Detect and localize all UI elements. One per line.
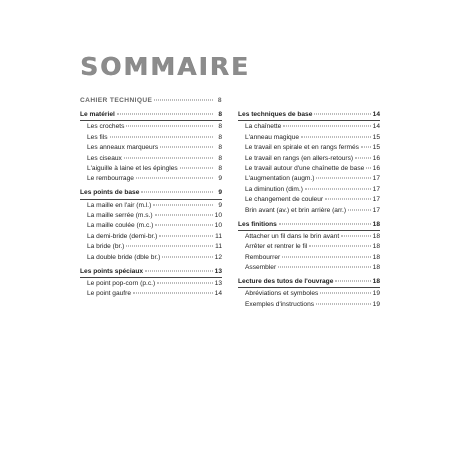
leader-dots bbox=[162, 256, 212, 257]
toc-entry-label: La chaînette bbox=[245, 123, 282, 131]
section-rule bbox=[238, 287, 380, 288]
toc-entry-label: Les ciseaux bbox=[87, 154, 122, 162]
toc-entry[interactable] bbox=[238, 164, 380, 174]
toc-entry-page: 8 bbox=[218, 123, 222, 131]
toc-entry[interactable] bbox=[80, 211, 222, 221]
toc-entry-page: 10 bbox=[214, 212, 222, 220]
toc-section bbox=[80, 110, 222, 185]
toc-entry-label: Les fils bbox=[87, 133, 108, 141]
toc-entry[interactable] bbox=[80, 201, 222, 211]
toc-entry[interactable] bbox=[238, 263, 380, 273]
toc-entry-page: 11 bbox=[215, 232, 222, 240]
leader-dots bbox=[159, 235, 213, 236]
toc-entry[interactable] bbox=[238, 289, 380, 299]
toc-entry-label: La double bride (dble br.) bbox=[87, 253, 161, 261]
toc-entry-label: La diminution (dim.) bbox=[245, 185, 303, 193]
toc-right-sections bbox=[238, 110, 380, 310]
toc-entry-label: La bride (br.) bbox=[87, 243, 125, 251]
toc-right-column bbox=[238, 96, 380, 310]
toc-entry-label: Attacher un fil dans le brin avant bbox=[245, 232, 340, 240]
toc-section bbox=[80, 185, 222, 263]
toc-entry-page: 19 bbox=[372, 290, 380, 298]
toc-entry-label: L'augmentation (augm.) bbox=[245, 175, 315, 183]
toc-entry-page: 12 bbox=[214, 253, 222, 261]
toc-cahier-page: 8 bbox=[217, 97, 222, 104]
toc-entry-page: 18 bbox=[372, 264, 380, 272]
leader-dots bbox=[180, 167, 213, 168]
toc-entry-label: Les anneaux marqueurs bbox=[87, 144, 159, 152]
leader-dots bbox=[283, 126, 370, 127]
leader-dots bbox=[155, 215, 213, 216]
toc-entry[interactable] bbox=[80, 242, 222, 252]
toc-entry-page: 16 bbox=[372, 154, 380, 162]
toc-entry-label: L'aiguille à laine et les épingles bbox=[87, 164, 178, 172]
toc-entry[interactable] bbox=[80, 164, 222, 174]
leader-dots bbox=[355, 157, 371, 158]
toc-section-heading[interactable] bbox=[80, 267, 222, 277]
toc-entry-page: 19 bbox=[372, 300, 380, 308]
toc-entry-page: 18 bbox=[372, 243, 380, 251]
leader-dots bbox=[316, 178, 370, 179]
toc-entry[interactable] bbox=[238, 232, 380, 242]
toc-entry-page: 14 bbox=[372, 123, 380, 131]
toc-entry[interactable] bbox=[80, 253, 222, 263]
section-rule bbox=[80, 120, 222, 121]
toc-entry[interactable] bbox=[238, 174, 380, 184]
leader-dots bbox=[325, 199, 371, 200]
toc-section-heading[interactable] bbox=[80, 188, 222, 198]
toc-section-heading-page: 18 bbox=[372, 220, 380, 228]
leader-dots bbox=[341, 235, 370, 236]
section-rule bbox=[238, 230, 380, 231]
leader-dots bbox=[366, 167, 370, 168]
toc-section-heading[interactable] bbox=[238, 277, 380, 287]
leader-dots bbox=[126, 126, 213, 127]
toc-section-heading-page: 8 bbox=[218, 110, 222, 118]
toc-entry-label: La maille coulée (m.c.) bbox=[87, 222, 154, 230]
toc-section-heading-label: Les techniques de base bbox=[238, 111, 313, 118]
toc-entry[interactable] bbox=[238, 154, 380, 164]
leader-dots bbox=[153, 204, 213, 205]
leader-dots bbox=[316, 303, 371, 304]
toc-entry-label: La maille en l'air (m.l.) bbox=[87, 201, 152, 209]
toc-section-heading-label: Lecture des tutos de l'ouvrage bbox=[238, 278, 334, 286]
section-rule bbox=[80, 277, 222, 278]
toc-entry[interactable] bbox=[80, 279, 222, 289]
leader-dots bbox=[361, 147, 371, 148]
toc-section bbox=[238, 273, 380, 310]
toc-entry-label: La demi-bride (demi-br.) bbox=[87, 232, 158, 240]
leader-dots bbox=[145, 270, 213, 271]
leader-dots bbox=[314, 114, 370, 115]
toc-section bbox=[238, 216, 380, 274]
leader-dots bbox=[160, 147, 213, 148]
toc-section-heading-page: 18 bbox=[372, 278, 380, 286]
leader-dots bbox=[335, 281, 370, 282]
toc-entry-page: 9 bbox=[218, 201, 222, 209]
toc-entry-page: 13 bbox=[214, 280, 222, 288]
toc-entry-page: 17 bbox=[372, 175, 380, 183]
toc-section-heading-page: 14 bbox=[372, 111, 380, 118]
toc-entry[interactable] bbox=[238, 143, 380, 153]
leader-dots bbox=[278, 267, 371, 268]
toc-entry[interactable] bbox=[238, 253, 380, 263]
leader-dots bbox=[155, 225, 212, 226]
toc-entry-label: Arrêter et rentrer le fil bbox=[245, 243, 308, 251]
leader-dots bbox=[157, 283, 212, 284]
toc-entry-label: Rembourrer bbox=[245, 253, 281, 261]
leader-dots bbox=[154, 100, 213, 101]
toc-cahier-label: CAHIER TECHNIQUE bbox=[80, 97, 153, 104]
leader-dots bbox=[279, 223, 371, 224]
toc-entry-page: 9 bbox=[218, 175, 222, 183]
toc-section bbox=[80, 263, 222, 300]
toc-entry-page: 15 bbox=[372, 144, 380, 152]
toc-entry[interactable] bbox=[80, 232, 222, 242]
leader-dots bbox=[348, 209, 371, 210]
toc-entry-page: 18 bbox=[372, 232, 380, 240]
leader-dots bbox=[124, 157, 213, 158]
toc-entry[interactable] bbox=[80, 174, 222, 184]
toc-entry-page: 10 bbox=[214, 222, 222, 230]
toc-left-sections bbox=[80, 110, 222, 300]
toc-entry-label: La maille serrée (m.s.) bbox=[87, 212, 153, 220]
toc-section-heading-label: Les finitions bbox=[238, 220, 277, 228]
toc-section-heading-label: Les points spéciaux bbox=[80, 267, 144, 275]
toc-entry-page: 17 bbox=[372, 185, 380, 193]
leader-dots bbox=[141, 192, 213, 193]
toc-entry-label: Le rembourrage bbox=[87, 175, 134, 183]
toc-entry[interactable] bbox=[80, 133, 222, 143]
toc-entry-page: 15 bbox=[372, 133, 380, 141]
toc-entry[interactable] bbox=[238, 122, 380, 132]
section-rule bbox=[80, 199, 222, 200]
toc-section-heading-label: Le matériel bbox=[80, 110, 115, 118]
toc-entry[interactable] bbox=[80, 122, 222, 132]
toc-entry-page: 14 bbox=[214, 290, 222, 298]
leader-dots bbox=[282, 256, 370, 257]
toc-entry[interactable] bbox=[238, 206, 380, 216]
toc-entry-label: Brin avant (av.) et brin arrière (arr.) bbox=[245, 206, 347, 214]
leader-dots bbox=[136, 178, 213, 179]
leader-dots bbox=[305, 188, 371, 189]
toc-entry-label: Les crochets bbox=[87, 123, 125, 131]
leader-dots bbox=[320, 293, 370, 294]
toc-entry[interactable] bbox=[80, 221, 222, 231]
toc-entry-label: Abréviations et symboles bbox=[245, 290, 319, 298]
toc-entry-label: Le travail en spirale et en rangs fermés bbox=[245, 144, 359, 152]
toc-entry-page: 16 bbox=[372, 164, 380, 172]
toc-entry-label: Le travail autour d'une chaînette de base bbox=[245, 164, 365, 172]
toc-cahier-row[interactable] bbox=[80, 96, 222, 106]
leader-dots bbox=[301, 136, 371, 137]
toc-entry[interactable] bbox=[238, 133, 380, 143]
toc-entry-page: 8 bbox=[218, 133, 222, 141]
toc-entry-label: Le point gaufre bbox=[87, 290, 131, 298]
toc-section-heading[interactable] bbox=[238, 220, 380, 230]
section-rule bbox=[238, 120, 380, 121]
toc-entry-label: Le travail en rangs (en allers-retours) bbox=[245, 154, 354, 162]
toc-entry-page: 8 bbox=[218, 164, 222, 172]
toc-entry-page: 17 bbox=[372, 206, 380, 214]
toc-section-heading-page: 13 bbox=[214, 267, 222, 275]
toc-entry-page: 11 bbox=[215, 243, 222, 251]
toc-section-heading[interactable] bbox=[238, 110, 380, 120]
toc-entry-page: 8 bbox=[218, 144, 222, 152]
leader-dots bbox=[117, 113, 213, 114]
leader-dots bbox=[126, 246, 213, 247]
toc-entry[interactable] bbox=[80, 154, 222, 164]
toc-section bbox=[238, 110, 380, 216]
toc-entry[interactable] bbox=[238, 242, 380, 252]
toc-entry-page: 8 bbox=[218, 154, 222, 162]
toc-entry[interactable] bbox=[238, 195, 380, 205]
leader-dots bbox=[309, 246, 370, 247]
toc-entry-page: 17 bbox=[372, 196, 380, 204]
toc-entry[interactable] bbox=[238, 185, 380, 195]
toc-entry[interactable] bbox=[80, 289, 222, 299]
toc-entry-label: L'anneau magique bbox=[245, 133, 300, 141]
leader-dots bbox=[133, 293, 213, 294]
page-title: SOMMAIRE bbox=[80, 52, 250, 81]
toc-entry-label: Le point pop-corn (p.c.) bbox=[87, 280, 156, 288]
toc-left-column bbox=[80, 96, 222, 300]
toc-entry-page: 18 bbox=[372, 253, 380, 261]
toc-section-heading[interactable] bbox=[80, 110, 222, 120]
toc-entry-label: Le changement de couleur bbox=[245, 196, 324, 204]
toc-section-heading-label: Les points de base bbox=[80, 189, 140, 197]
toc-section-heading-page: 9 bbox=[218, 189, 222, 197]
toc-entry[interactable] bbox=[238, 300, 380, 310]
toc-entry[interactable] bbox=[80, 143, 222, 153]
toc-entry-label: Exemples d'instructions bbox=[245, 300, 315, 308]
toc-entry-label: Assembler bbox=[245, 264, 277, 272]
leader-dots bbox=[110, 136, 213, 137]
